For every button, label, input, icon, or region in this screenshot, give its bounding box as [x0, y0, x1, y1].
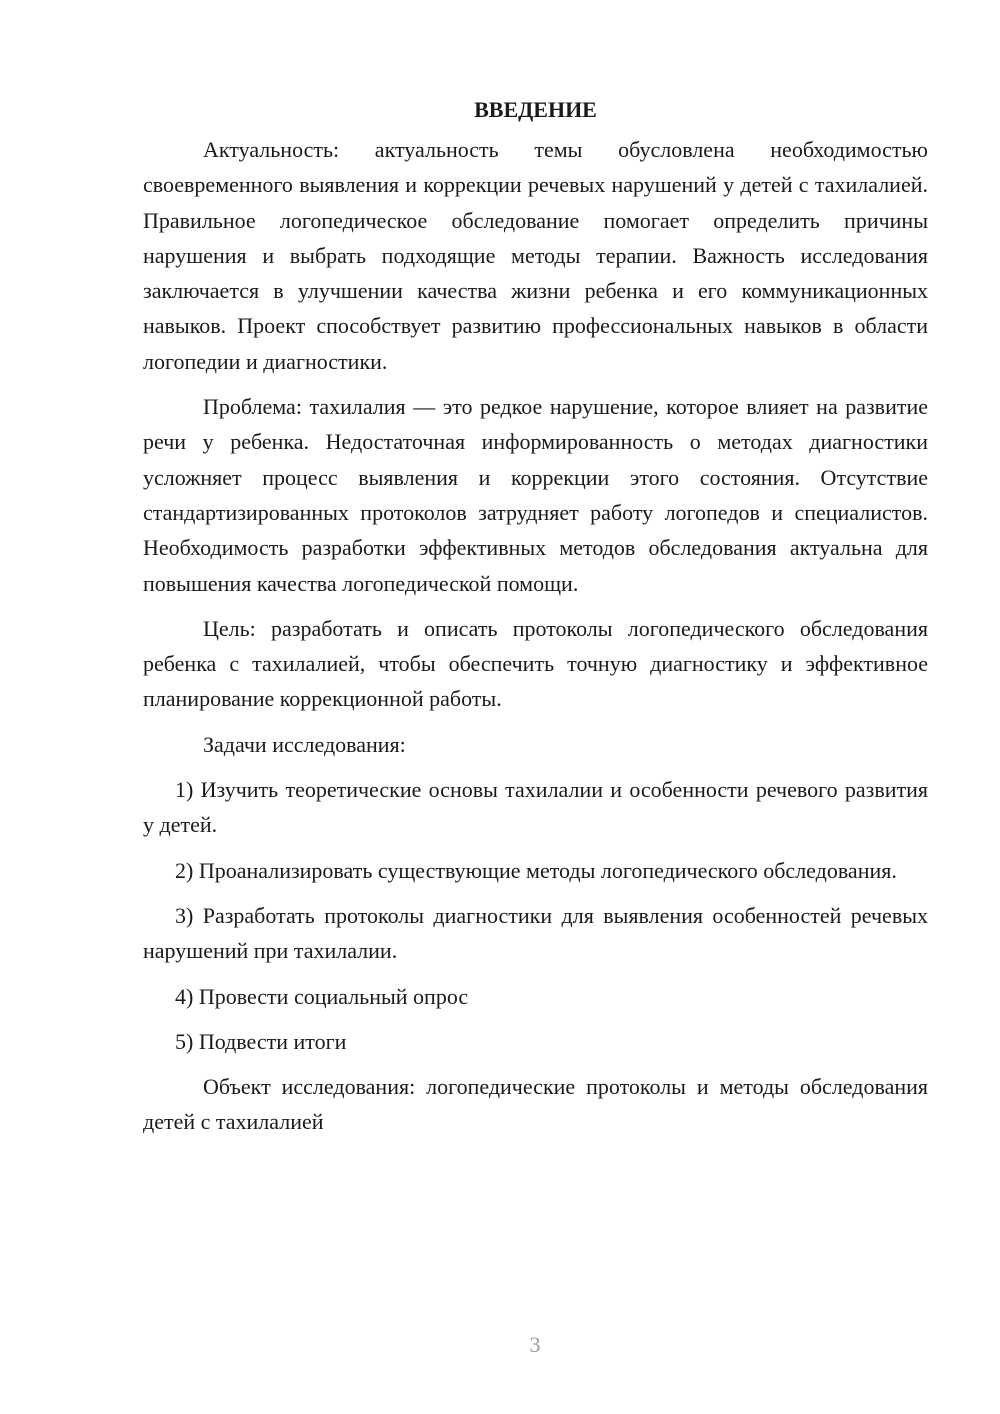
task-item: 2) Проанализировать существующие методы логопедического обследования. — [175, 857, 897, 883]
task-item: 3) Разработать протоколы диагностики для выявления особенностей речевых нарушений при тахилалии. — [143, 902, 928, 964]
task-item: 1) Изучить теоретические основы тахилалии и особенности речевого развития у детей. — [143, 777, 928, 838]
document-page — [143, 92, 928, 1150]
task-item: 5) Подвести итоги — [175, 1028, 347, 1054]
section-heading: ВВЕДЕНИЕ — [474, 97, 597, 122]
object-paragraph: Объект исследования: логопедические протоколы и методы обследования детей с тахилалией — [143, 1074, 928, 1135]
problem-paragraph: Проблема: тахилалия — это редкое нарушение, которое влияет на развитие речи у ребенка. Недостаточная информированность о методах диагностики усложняет процесс выявления и коррекции этого состояния. Отсутствие стандартизированных протоколов затрудняет работу логопедов и специалистов. Необходимость разработки эффективных методов обследования актуальна для повышения качества логопедической помощи. — [143, 394, 928, 596]
tasks-title: Задачи исследования: — [203, 731, 406, 757]
relevance-paragraph: Актуальность: актуальность темы обусловлена необходимостью своевременного выявления и коррекции речевых нарушений у детей с тахилалией. Правильное логопедическое обследование помогает определить причины нарушения и выбрать подходящие методы терапии. Важность исследования заключается в улучшении качества жизни ребенка и его коммуникационных навыков. Проект способствует развитию профессиональных навыков в области логопедии и диагностики. — [143, 137, 928, 374]
task-item: 4) Провести социальный опрос — [175, 983, 469, 1009]
page-number: 3 — [529, 1332, 541, 1357]
goal-paragraph: Цель: разработать и описать протоколы логопедического обследования ребенка с тахилалией, чтобы обеспечить точную диагностику и эффективное планирование коррекционной работы. — [143, 615, 928, 712]
